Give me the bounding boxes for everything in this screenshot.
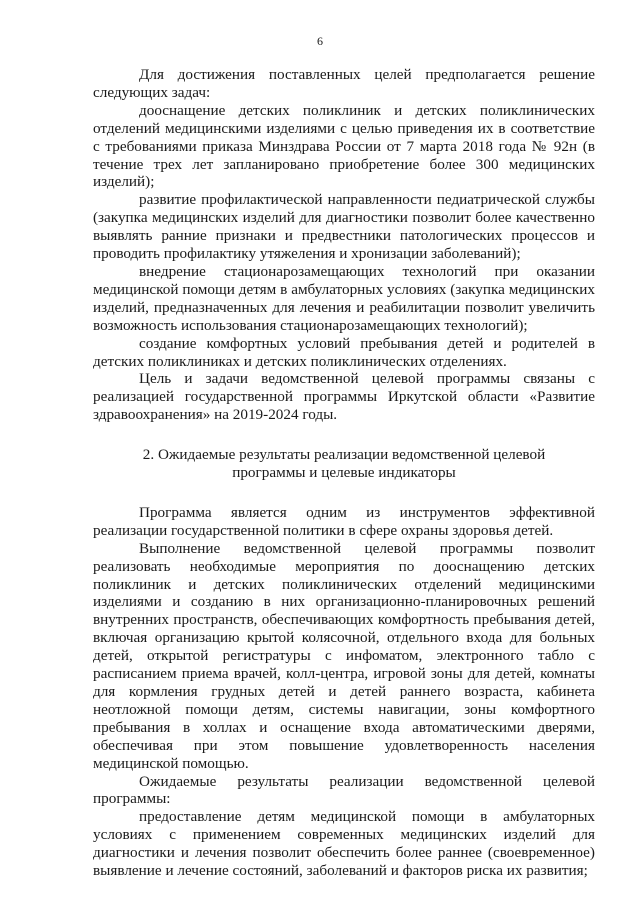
paragraph: дооснащение детских поликлиник и детских поликлинических отделений медицинскими изделиями с целью приведения их в соответствие с требованиями приказа Минздрава России от 7 марта 2018 года № 92н (в течение трех лет запланировано приобретение более 300 медицинских изделий); bbox=[93, 101, 595, 191]
paragraph: Для достижения поставленных целей предполагается решение следующих задач: bbox=[93, 66, 595, 101]
section-heading-line: программы и целевые индикаторы bbox=[232, 464, 456, 482]
paragraph: создание комфортных условий пребывания детей и родителей в детских поликлиниках и детских поликлинических отделениях. bbox=[93, 334, 595, 370]
page-number: 6 bbox=[317, 34, 323, 48]
paragraph: предоставление детям медицинской помощи в амбулаторных условиях с применением современных медицинских изделий для диагностики и лечения позволит обеспечить более раннее (своевременное) выявление и лечение состояний, заболеваний и факторов риска их развития; bbox=[93, 808, 595, 880]
document-body bbox=[93, 66, 595, 880]
section-heading-line: 2. Ожидаемые результаты реализации ведомственной целевой bbox=[142, 446, 546, 464]
paragraph: развитие профилактической направленности педиатрической службы (закупка медицинских изделий для диагностики позволит более качественно выявлять ранние признаки и предвестники патологических процессов и проводить профилактику утяжеления и хронизации заболеваний); bbox=[93, 191, 595, 263]
paragraph: Ожидаемые результаты реализации ведомственной целевой программы: bbox=[93, 772, 595, 808]
paragraph: Цель и задачи ведомственной целевой программы связаны с реализацией государственной программы Иркутской области «Развитие здравоохранения» на 2019-2024 годы. bbox=[93, 370, 595, 424]
section-heading bbox=[93, 446, 595, 482]
paragraph: Программа является одним из инструментов эффективной реализации государственной политики в сфере охраны здоровья детей. bbox=[93, 503, 595, 539]
paragraph: Выполнение ведомственной целевой программы позволит реализовать необходимые мероприятия по дооснащению детских поликлиник и детских поликлинических отделений медицинскими изделиями и созданию в них организационно-планировочных решений внутренних пространств, обеспечивающих комфортность пребывания детей, включая организацию крытой колясочной, отдельного входа для больных детей, открытой регистратуры с инфоматом, электронного табло с расписанием приема врачей, колл-центра, игровой зоны для детей, комнаты для кормления грудных детей и детей раннего возраста, кабинета неотложной помощи детям, системы навигации, зоны комфортного пребывания в холлах и оснащение входа автоматическими дверями, обеспечивая при этом повышение удовлетворенность населения медицинской помощью. bbox=[93, 539, 595, 772]
paragraph: внедрение стационарозамещающих технологий при оказании медицинской помощи детям в амбулаторных условиях (закупка медицинских изделий, предназначенных для лечения и реабилитации позволит увеличить возможность использования стационарозамещающих технологий); bbox=[93, 262, 595, 334]
